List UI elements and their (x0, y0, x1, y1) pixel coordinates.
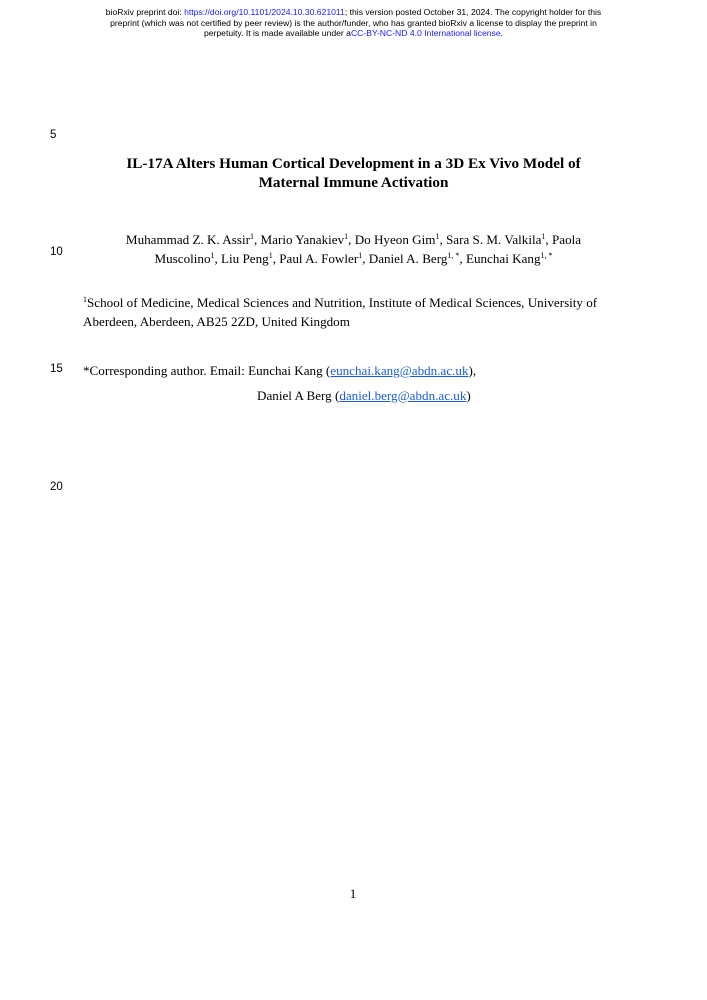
paper-title (60, 154, 647, 192)
header-line-3: perpetuity. It is made available under aCC-BY-NC-ND 4.0 International license. (203, 28, 504, 38)
line-number: 5 (50, 129, 57, 141)
title-line-1: IL-17A Alters Human Cortical Development in a 3D Ex Vivo Model of (126, 155, 581, 172)
license-link[interactable]: CC-BY-NC-ND 4.0 International license (350, 28, 501, 38)
line-number: 10 (50, 246, 63, 258)
preprint-header (20, 7, 687, 39)
authors-line-1: Muhammad Z. K. Assir$^1$, Mario Yanakiev$^1$, Do Hyeon Gim$^1$, Sara S. M. Valkila$^1$, Paola (125, 232, 582, 247)
page-number: 1 (349, 886, 357, 901)
affiliation: $^1$School of Medicine, Medical Sciences and Nutrition, Institute of Medical Sciences, University of Aberdeen, Aberdeen, AB25 2ZD, United Kingdom (83, 295, 598, 329)
title-line-2: Maternal Immune Activation (258, 174, 449, 191)
line-number: 20 (50, 481, 63, 493)
email-link-berg[interactable]: daniel.berg@abdn.ac.uk (339, 388, 467, 403)
doi-link[interactable]: https://doi.org/10.1101/2024.10.30.621011 (184, 7, 345, 17)
corresponding-author-line-1: *Corresponding author. Email: Eunchai Kang (eunchai.kang@abdn.ac.uk), (83, 363, 477, 378)
header-line-2: preprint (which was not certified by peer review) is the author/funder, who has granted bioRxiv a license to display the preprint in (110, 17, 597, 28)
line-number: 15 (50, 363, 63, 375)
header-line-1: bioRxiv preprint doi: https://doi.org/10.1101/2024.10.30.621011; this version posted October 31, 2024. The copyright holder for this (105, 7, 602, 17)
email-link-kang[interactable]: eunchai.kang@abdn.ac.uk (330, 363, 469, 378)
corresponding-author-line-2: Daniel A Berg (daniel.berg@abdn.ac.uk) (257, 388, 471, 403)
authors-line-2: Muscolino$^1$, Liu Peng$^1$, Paul A. Fowler$^1$, Daniel A. Berg$^{1, *}$, Eunchai Kang$^{1, *}$ (154, 251, 553, 266)
author-list (80, 230, 627, 268)
